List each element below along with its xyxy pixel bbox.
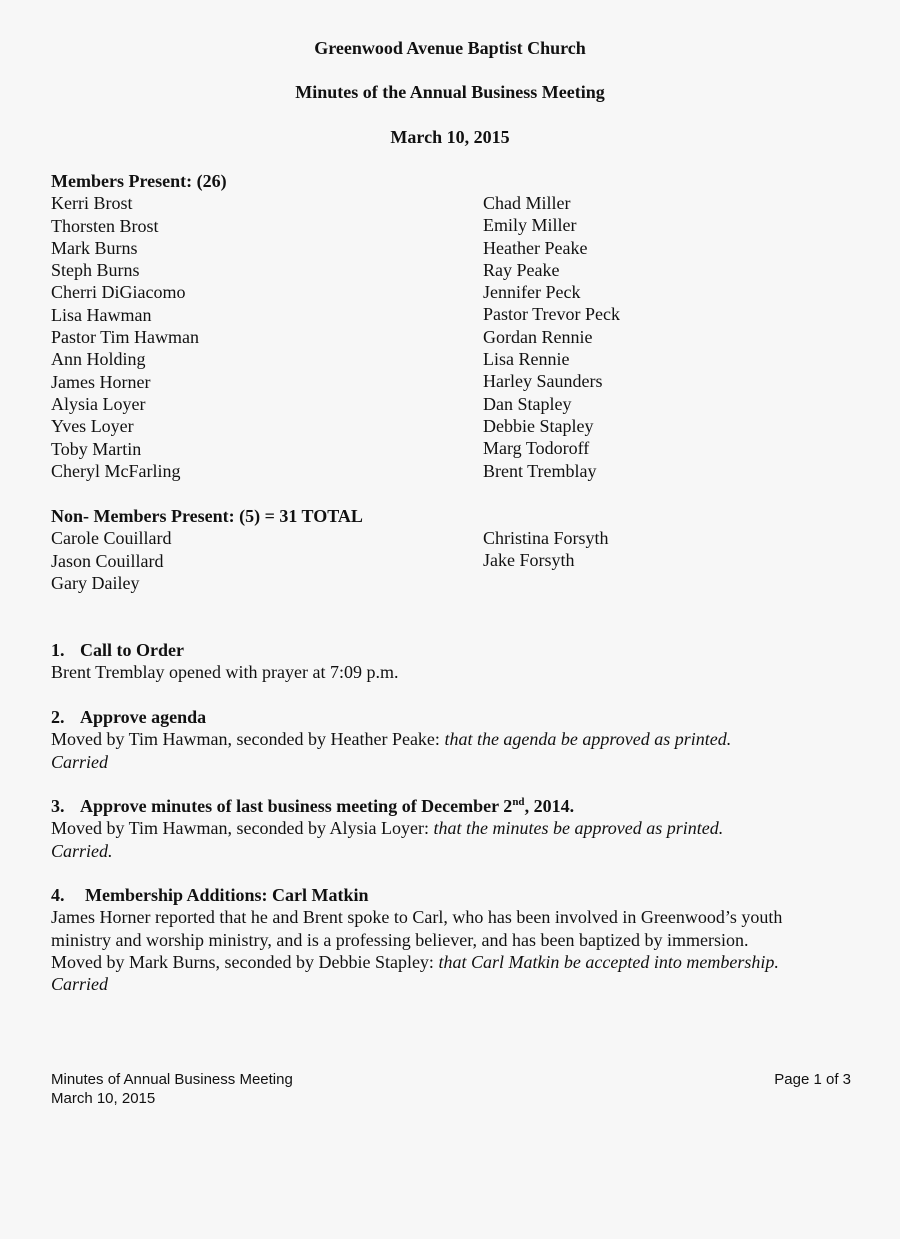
attendee-name: Steph Burns [51,260,140,281]
members-column-left [51,192,227,482]
attendee-name: Jake Forsyth [483,550,575,571]
non-members-heading: Non- Members Present: (5) = 31 TOTAL [51,506,363,526]
item-result: Carried [51,974,109,995]
attendee-name: Jennifer Peck [483,282,581,303]
item-result: Carried. [51,840,113,861]
agenda-item-3 [51,795,861,862]
members-column-right [483,192,620,482]
item-title: Membership Additions: Carl Matkin [85,885,369,905]
attendee-name: Alysia Loyer [51,393,146,414]
attendee-name: Pastor Trevor Peck [483,304,621,325]
item-report-line-1: James Horner reported that he and Brent spoke to Carl, who has been involved in Greenwood’s youth [51,907,783,928]
item-motion: that Carl Matkin be accepted into membership. [438,951,779,972]
attendee-name: Carole Couillard [51,528,172,549]
attendee-name: Lisa Rennie [483,349,570,370]
item-body: Brent Tremblay opened with prayer at 7:09 p.m. [51,662,399,683]
attendee-name: James Horner [51,371,151,392]
footer-left [51,1070,293,1108]
item-number: 3. [51,796,65,816]
item-number: 1. [51,640,65,660]
item-number: 4. [51,885,65,905]
attendee-name: Chad Miller [483,193,571,213]
attendee-name: Christina Forsyth [483,528,609,548]
document-title: Minutes of the Annual Business Meeting [295,82,605,102]
footer-title: Minutes of Annual Business Meeting [51,1071,293,1088]
non-members-column-right [483,527,609,572]
members-heading: Members Present: (26) [51,171,227,191]
attendee-name: Thorsten Brost [51,215,159,236]
item-motion: that the agenda be approved as printed. [444,729,732,750]
non-members-section [51,505,363,594]
item-body: Moved by Tim Hawman, seconded by Heather Peake: [51,729,445,750]
attendee-name: Pastor Tim Hawman [51,327,200,348]
item-title-end: , 2014. [524,796,575,816]
item-result: Carried [51,751,109,772]
item-title: Call to Order [80,640,184,660]
attendee-name: Brent Tremblay [483,460,597,481]
attendee-name: Gary Dailey [51,572,140,593]
footer-date: March 10, 2015 [51,1090,156,1107]
agenda-item-1 [51,639,861,684]
non-members-column-left [51,527,363,594]
item-title: Approve agenda [80,707,207,727]
item-body: Moved by Tim Hawman, seconded by Alysia Loyer: [51,818,434,839]
item-body: Moved by Mark Burns, seconded by Debbie Stapley: [51,951,439,972]
attendee-name: Dan Stapley [483,393,572,414]
church-name: Greenwood Avenue Baptist Church [314,38,586,58]
item-motion: that the minutes be approved as printed. [433,818,724,839]
attendee-name: Lisa Hawman [51,304,152,325]
item-title: Approve minutes of last business meeting of December 2 [80,796,513,816]
members-section [51,170,227,482]
attendee-name: Harley Saunders [483,371,603,392]
attendee-name: Heather Peake [483,237,588,258]
attendee-name: Mark Burns [51,237,138,258]
page-number: Page 1 of 3 [774,1071,851,1088]
attendee-name: Yves Loyer [51,416,134,437]
agenda-item-4 [51,884,861,995]
item-number: 2. [51,707,65,727]
attendee-name: Emily Miller [483,215,577,236]
item-report-line-2: ministry and worship ministry, and is a professing believer, and has been baptized by immersion. [51,929,749,950]
attendee-name: Toby Martin [51,438,142,459]
attendee-name: Jason Couillard [51,550,164,571]
item-title-superscript: nd [512,796,525,808]
meeting-date: March 10, 2015 [390,127,510,147]
attendee-name: Debbie Stapley [483,415,594,436]
attendee-name: Ray Peake [483,259,560,280]
attendee-name: Ann Holding [51,349,146,370]
attendee-name: Kerri Brost [51,193,133,214]
agenda-item-2 [51,706,861,773]
attendee-name: Marg Todoroff [483,438,590,459]
attendee-name: Cherri DiGiacomo [51,282,186,303]
attendee-name: Cheryl McFarling [51,460,181,481]
attendee-name: Gordan Rennie [483,326,593,347]
